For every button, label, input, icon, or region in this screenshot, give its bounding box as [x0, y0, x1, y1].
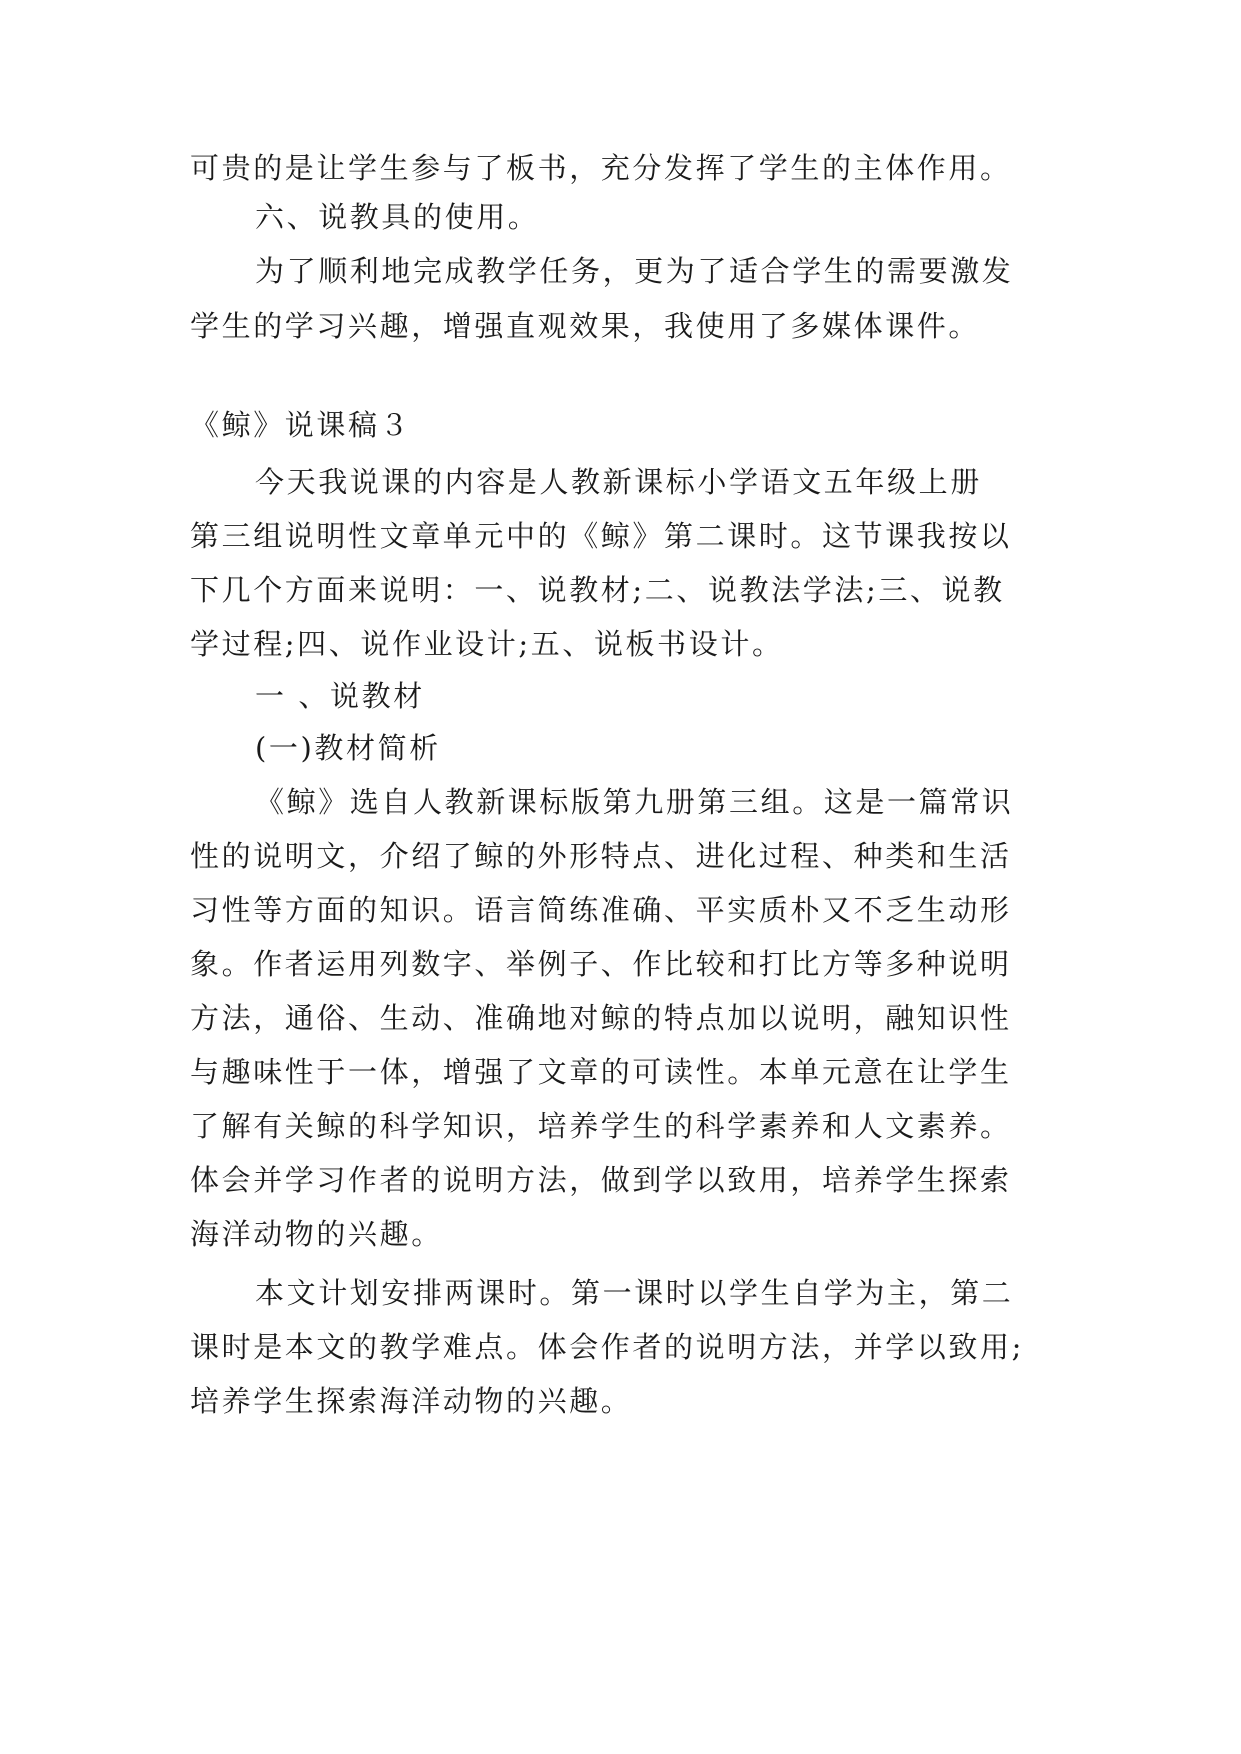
prev-section-line-3: 为了顺利地完成教学任务，更为了适合学生的需要激发	[255, 254, 1014, 288]
analysis-line-6: 与趣味性于一体，增强了文章的可读性。本单元意在让学生	[190, 1055, 1012, 1089]
intro-line-4: 学过程;四、说作业设计;五、说板书设计。	[190, 627, 784, 661]
analysis-line-3: 习性等方面的知识。语言简练准确、平实质朴又不乏生动形	[190, 893, 1012, 927]
analysis-line-2: 性的说明文，介绍了鲸的外形特点、进化过程、种类和生活	[190, 839, 1012, 873]
analysis-line-7: 了解有关鲸的科学知识，培养学生的科学素养和人文素养。	[190, 1109, 1012, 1143]
plan-line-3: 培养学生探索海洋动物的兴趣。	[190, 1384, 633, 1418]
prev-section-heading-six: 六、说教具的使用。	[255, 200, 540, 234]
plan-line-2: 课时是本文的教学难点。体会作者的说明方法，并学以致用;	[190, 1330, 1024, 1364]
section-title: 《鲸》说课稿３	[190, 408, 412, 442]
analysis-line-1: 《鲸》选自人教新课标版第九册第三组。这是一篇常识	[255, 785, 1014, 819]
heading-textbook: 一 、说教材	[255, 679, 425, 713]
intro-line-3: 下几个方面来说明：一、说教材;二、说教法学法;三、说教	[190, 573, 1005, 607]
analysis-line-4: 象。作者运用列数字、举例子、作比较和打比方等多种说明	[190, 947, 1012, 981]
prev-section-line-4: 学生的学习兴趣，增强直观效果，我使用了多媒体课件。	[190, 309, 981, 343]
analysis-line-9: 海洋动物的兴趣。	[190, 1217, 443, 1251]
subheading-textbook-analysis: (一)教材简析	[255, 731, 441, 765]
plan-line-1: 本文计划安排两课时。第一课时以学生自学为主，第二	[255, 1276, 1014, 1310]
intro-line-2: 第三组说明性文章单元中的《鲸》第二课时。这节课我按以	[190, 519, 1012, 553]
intro-line-1: 今天我说课的内容是人教新课标小学语文五年级上册	[255, 465, 982, 499]
prev-section-line-1: 可贵的是让学生参与了板书，充分发挥了学生的主体作用。	[190, 151, 1012, 185]
analysis-line-5: 方法，通俗、生动、准确地对鲸的特点加以说明，融知识性	[190, 1001, 1012, 1035]
analysis-line-8: 体会并学习作者的说明方法，做到学以致用，培养学生探索	[190, 1163, 1012, 1197]
